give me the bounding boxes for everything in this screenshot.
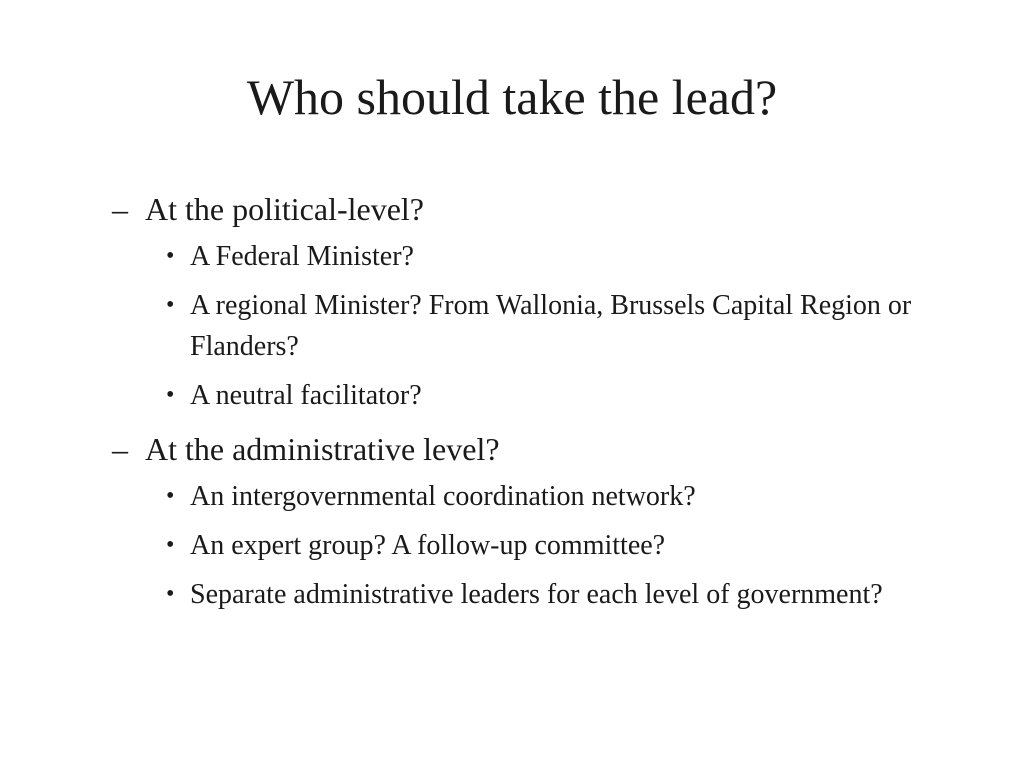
slide-content: [112, 186, 912, 625]
bullet-marker: •: [166, 382, 175, 408]
list-item-text: An expert group? A follow-up committee?: [190, 530, 666, 561]
list-item: [112, 375, 912, 416]
list-item: [112, 236, 912, 277]
bullet-marker: •: [166, 532, 175, 558]
bullet-marker: •: [166, 483, 175, 509]
slide-title: Who should take the lead?: [246, 69, 778, 125]
list-item-text: A regional Minister? From Wallonia, Brussels Capital Region or Flanders?: [190, 290, 912, 362]
section-administrative: [112, 426, 912, 615]
list-item: [112, 476, 912, 517]
list-item: [112, 574, 912, 615]
section-heading-text: At the administrative level?: [145, 431, 500, 467]
dash-marker: –: [112, 431, 128, 467]
administrative-options-list: [112, 476, 912, 615]
list-item-text: An intergovernmental coordination network?: [190, 481, 696, 512]
list-item-text: A neutral facilitator?: [190, 380, 422, 411]
list-item-text: A Federal Minister?: [190, 241, 414, 272]
section-heading-text: At the political-level?: [145, 191, 424, 227]
list-item: [112, 525, 912, 566]
list-item: [112, 285, 912, 367]
bullet-marker: •: [166, 243, 175, 269]
section-political: [112, 186, 912, 416]
section-heading: [112, 186, 912, 232]
bullet-marker: •: [166, 292, 175, 318]
dash-marker: –: [112, 191, 128, 227]
bullet-marker: •: [166, 581, 175, 607]
section-heading: [112, 426, 912, 472]
list-item-text: Separate administrative leaders for each level of government?: [190, 579, 883, 610]
political-options-list: [112, 236, 912, 416]
